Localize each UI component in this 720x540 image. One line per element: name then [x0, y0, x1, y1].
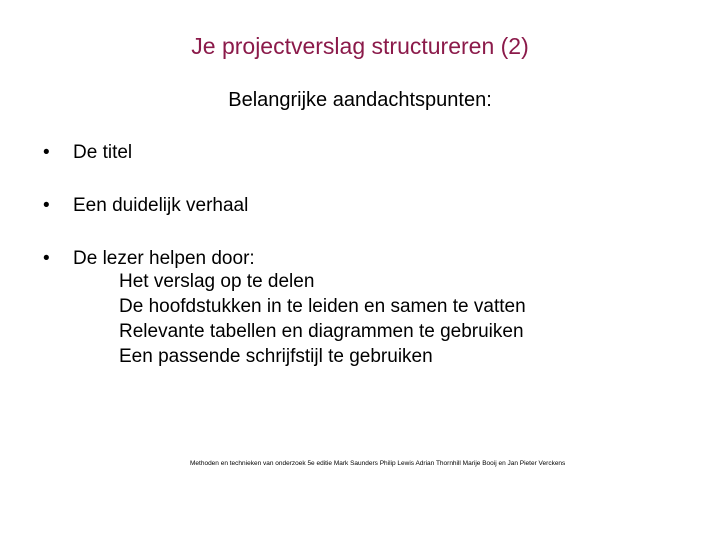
footer-citation: Methoden en technieken van onderzoek 5e editie Mark Saunders Philip Lewis Adrian Thornhill Marije Booij en Jan Pieter Verckens — [190, 460, 566, 467]
sub-item: Relevante tabellen en diagrammen te gebruiken — [119, 321, 524, 342]
bullet-text: De titel — [73, 142, 133, 163]
bullet-dot-icon: • — [43, 142, 50, 163]
bullet-dot-icon: • — [43, 195, 50, 216]
sub-item: Het verslag op te delen — [119, 271, 315, 292]
bullet-text: De lezer helpen door: — [73, 248, 255, 269]
sub-item: De hoofdstukken in te leiden en samen te vatten — [119, 296, 526, 317]
bullet-item — [43, 195, 248, 217]
slide-title: Je projectverslag structureren (2) — [191, 33, 529, 59]
bullet-item — [43, 142, 132, 164]
bullet-item — [43, 248, 255, 270]
slide-subtitle: Belangrijke aandachtspunten: — [228, 89, 492, 111]
bullet-text: Een duidelijk verhaal — [73, 195, 249, 216]
sub-list — [119, 270, 569, 370]
bullet-dot-icon: • — [43, 248, 50, 269]
sub-item: Een passende schrijfstijl te gebruiken — [119, 346, 433, 367]
